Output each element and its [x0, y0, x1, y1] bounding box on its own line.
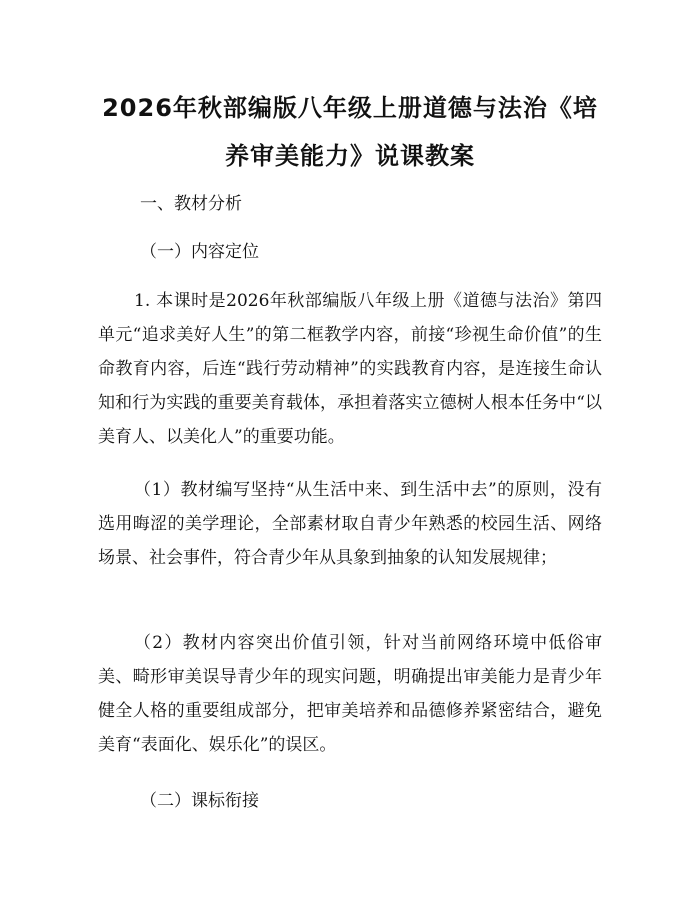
section-heading-textbook-analysis: 一、教材分析 [140, 194, 242, 214]
document-title: 2026年秋部编版八年级上册道德与法治《培养审美能力》说课教案 [102, 94, 598, 170]
paragraph-lesson-positioning: 1. 本课时是2026年秋部编版八年级上册《道德与法治》第四单元“追求美好人生”的第二框教学内容，前接“珍视生命价值”的生命教育内容，后连“践行劳动精神”的实践教育内容，是连接生命认知和行为实践的重要美育载体，承担着落实立德树人根本任务中“以美育人、以美化人”的重要功能。 [98, 291, 602, 447]
subsection-heading-curriculum-connection: （二）课标衔接 [140, 791, 259, 811]
subsection-heading-content-positioning: （一）内容定位 [140, 242, 259, 262]
paragraph-textbook-principle: （1）教材编写坚持“从生活中来、到生活中去”的原则，没有选用晦涩的美学理论，全部素材取自青少年熟悉的校园生活、网络场景、社会事件，符合青少年从具象到抽象的认知发展规律； [98, 480, 602, 568]
paragraph-value-guidance: （2）教材内容突出价值引领，针对当前网络环境中低俗审美、畸形审美误导青少年的现实问题，明确提出审美能力是青少年健全人格的重要组成部分，把审美培养和品德修养紧密结合，避免美育“表面化、娱乐化”的误区。 [98, 633, 602, 755]
